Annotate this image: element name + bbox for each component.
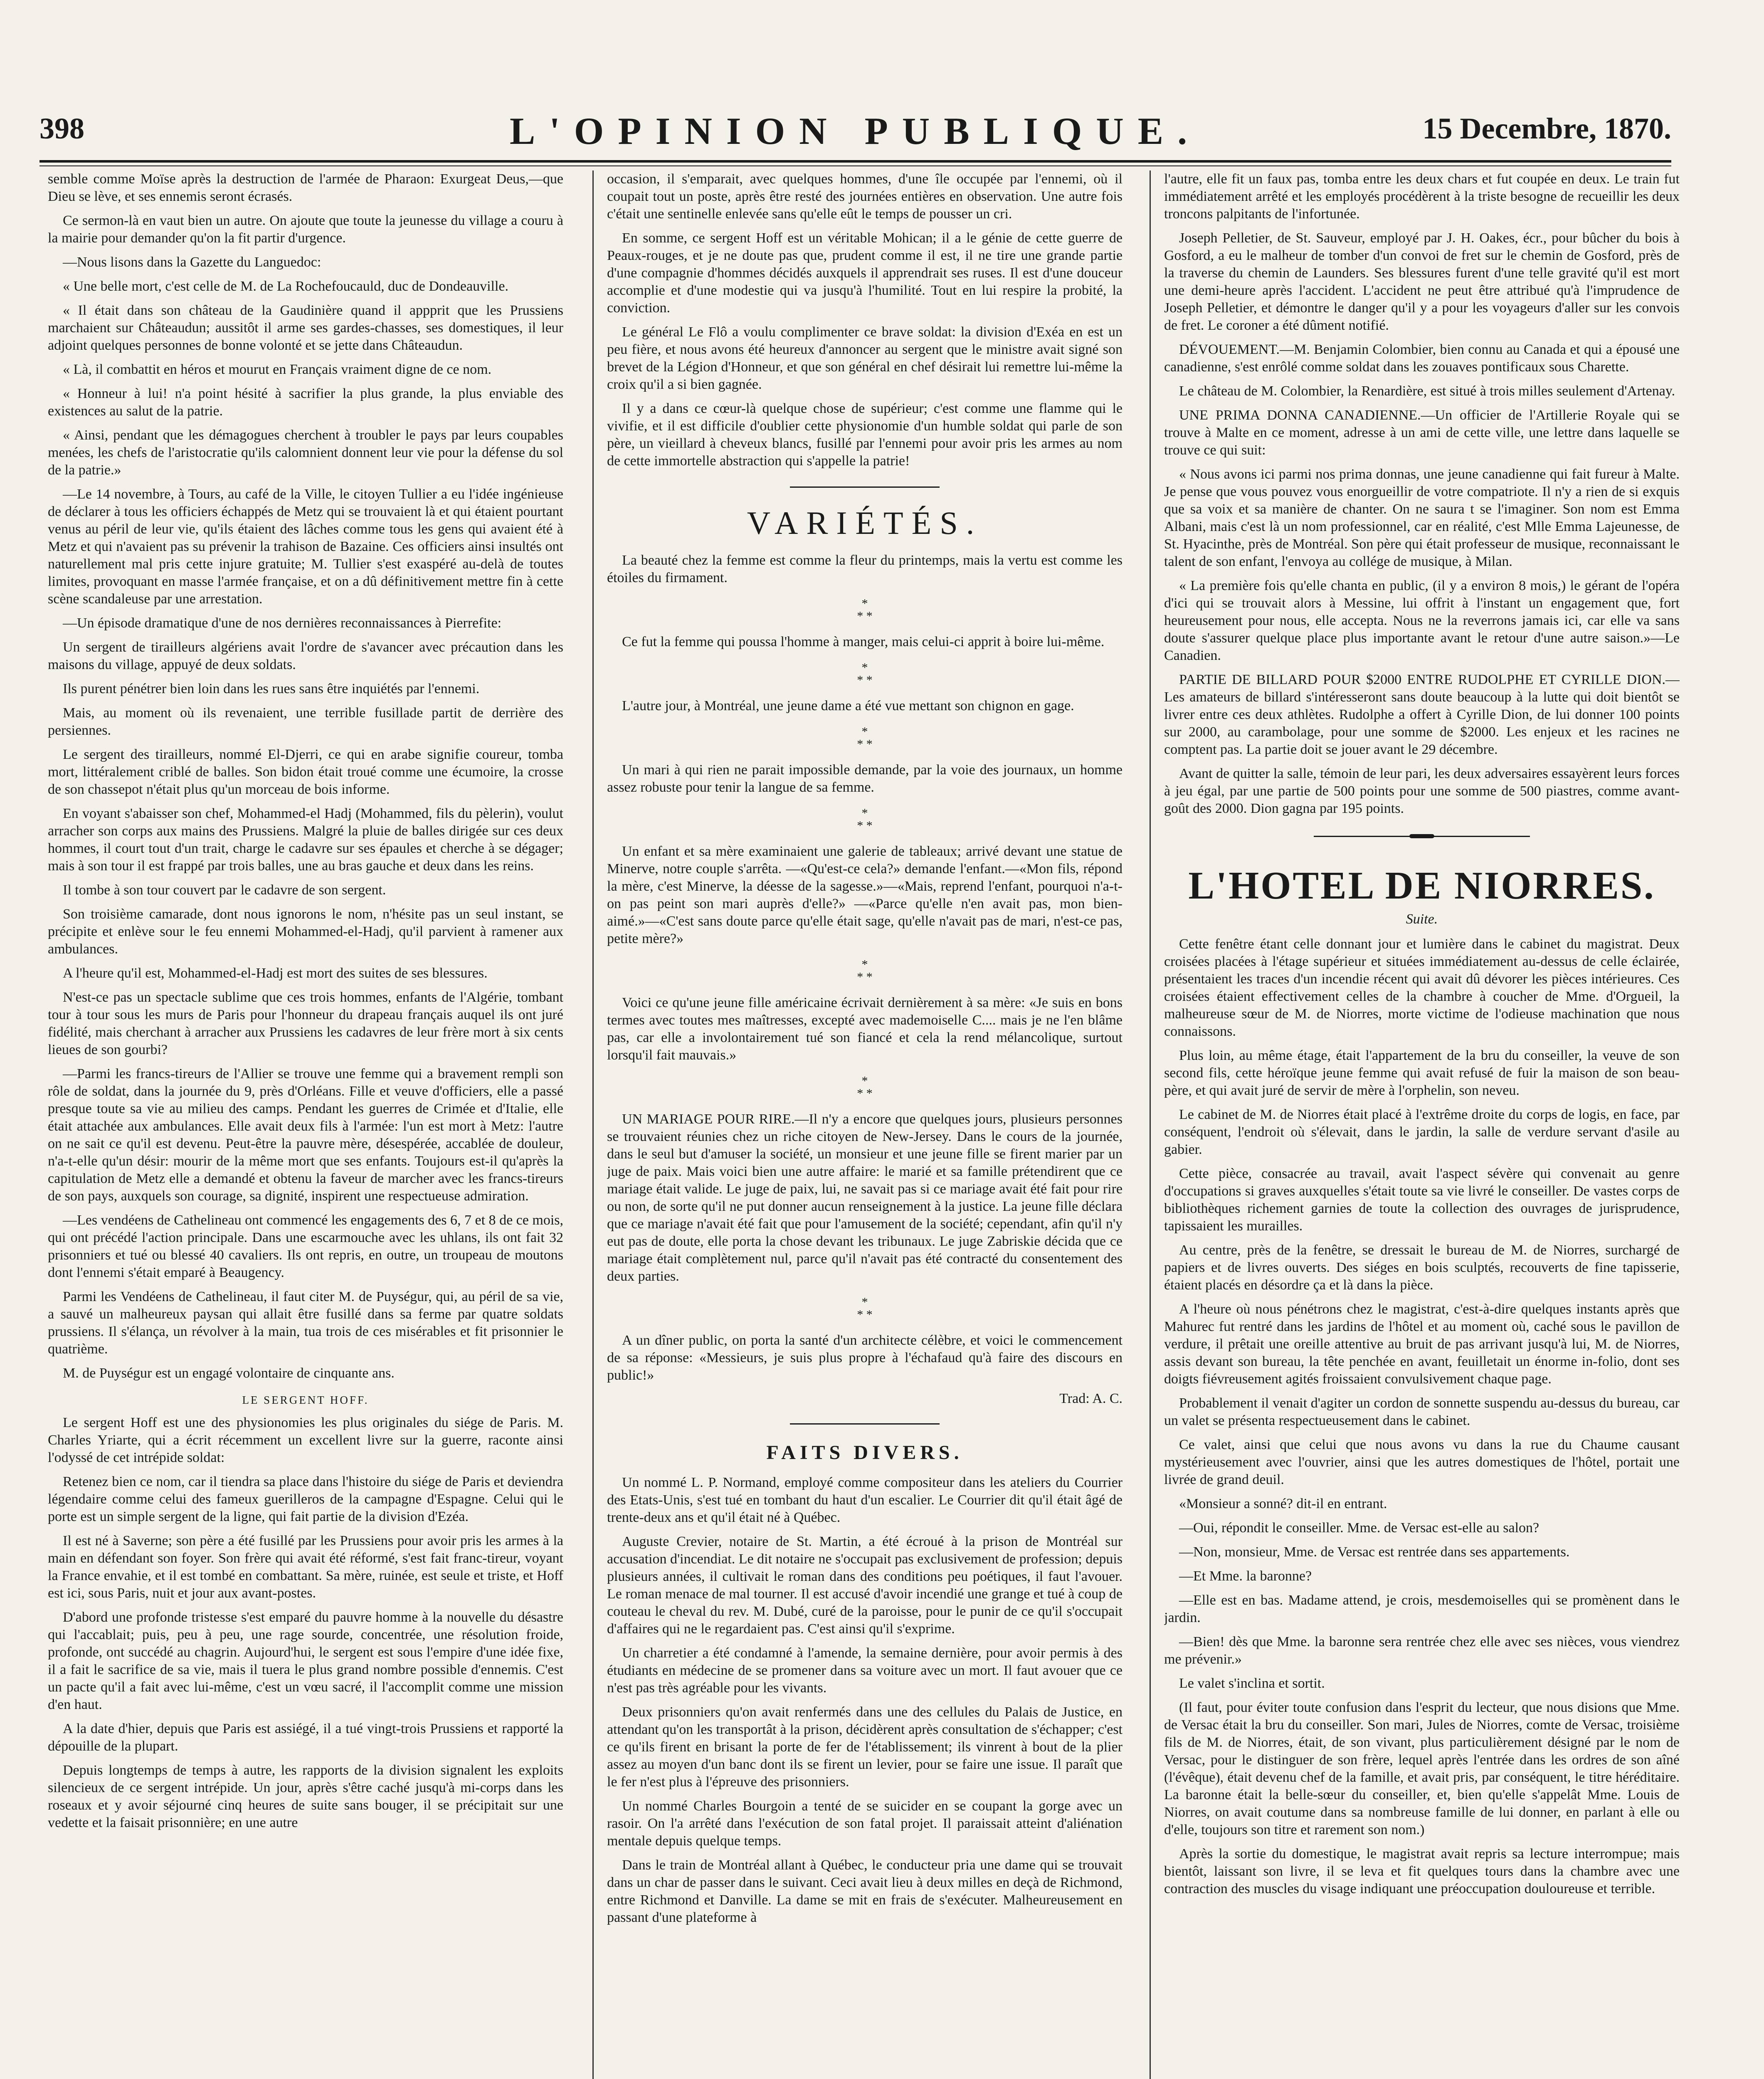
paragraph: Il y a dans ce cœur-là quelque chose de supérieur; c'est comme une flamme qui le vivifie, et il est difficile d'oublier cette physionomie d'un humble soldat qui parle de son père, un vieillard à cheveux blancs, fusillé par l'ennemi pour avoir pris les armes au nom de cette immortelle abstraction qui s'appelle la patrie! <box>607 401 1123 469</box>
column-1 <box>48 170 563 2079</box>
section-divider <box>790 486 940 488</box>
faits-divers-title: FAITS DIVERS. <box>766 1442 963 1464</box>
asterism-divider: * * * <box>857 661 873 687</box>
asterism-divider: * * * <box>857 1074 873 1100</box>
paragraph: Son troisième camarade, dont nous ignorons le nom, n'hésite pas un seul instant, se précipite et enlève sour le feu ennemi Mohammed-el-Hadj, qu'il parvient à ramener aux ambulances. <box>48 906 563 957</box>
page-number: 398 <box>39 112 84 145</box>
news-section <box>48 170 563 1382</box>
paragraph: Ce sermon-là en vaut bien un autre. On ajoute que toute la jeunesse du village a couru à la mairie pour demander qu'on la fit partir d'urgence. <box>48 213 563 246</box>
paragraph: «Monsieur a sonné? dit-il en entrant. <box>1179 1496 1387 1511</box>
header-rule-thin <box>39 165 1671 166</box>
paragraph: Après la sortie du domestique, le magistrat avait repris sa lecture interrompue; mais bientôt, laissant son livre, il se leva et fit quelques tours dans la chambre avec une contraction des muscles du visage indiquant une préoccupation douloureuse et terrible. <box>1164 1846 1680 1896</box>
faits-divers-section <box>607 1474 1123 1926</box>
paragraph: semble comme Moïse après la destruction de l'armée de Pharaon: Exurgeat Deus,—que Dieu se lève, et ses ennemis seront écrasés. <box>48 171 563 204</box>
sergent-hoff-article <box>48 1414 563 1832</box>
paragraph: —Non, monsieur, Mme. de Versac est rentrée dans ses appartements. <box>1179 1544 1570 1560</box>
paragraph: Le sergent Hoff est une des physionomies les plus originales du siége de Paris. M. Charles Yriarte, qui a écrit récemment un excellent livre sur la guerre, raconte ainsi l'odyssé de cet intrépide soldat: <box>48 1415 563 1465</box>
paragraph: Un nommé L. P. Normand, employé comme compositeur dans les ateliers du Courrier des Etats-Unis, s'est tué en tombant du haut d'un escalier. Le Courrier dit qu'il était âgé de trente-deux ans et qu'il était né à Québec. <box>607 1475 1123 1525</box>
paragraph: Depuis longtemps de temps à autre, les rapports de la division signalent les exploits silencieux de ce sergent intrépide. Un jour, après s'être caché jusqu'à mi-corps dans les roseaux et y avoir séjourné cinq heures de suite sans bouger, il se précipitait sur une vedette et la faisait prisonnière; en une autre <box>48 1763 563 1830</box>
header-rule <box>39 160 1671 163</box>
paragraph: Un sergent de tirailleurs algériens avait l'ordre de s'avancer avec précaution dans les maisons du village, appuyé de deux soldats. <box>48 640 563 672</box>
paragraph: DÉVOUEMENT.—M. Benjamin Colombier, bien connu au Canada et qui a épousé une canadienne, s'est enrôlé comme soldat dans les zouaves pontificaux sous Charette. <box>1164 342 1680 375</box>
paragraph: « Une belle mort, c'est celle de M. de La Rochefoucauld, duc de Dondeauville. <box>63 279 509 294</box>
paragraph: —Elle est en bas. Madame attend, je crois, mesdemoiselles qui se promènent dans le jardin. <box>1164 1593 1680 1625</box>
paragraph: Un enfant et sa mère examinaient une galerie de tableaux; arrivé devant une statue de Minerve, notre couple s'arrêta. —«Qu'est-ce cela?» demande l'enfant.—«Mon fils, répond la mère, c'est Minerve, la déesse de la sagesse.»—«Mais, reprend l'enfant, pourquoi n'a-t-on pas peint son mari auprès d'elle?» —«Parce qu'elle n'en avait pas, mon bien-aimé.»—«C'est sans doute parce qu'elle était sage, qu'elle n'avait pas de mari, n'est-ce pas, petite mère?» <box>607 844 1123 946</box>
paragraph: A un dîner public, on porta la santé d'un architecte célèbre, et voici le commencement de sa réponse: «Messieurs, je suis plus propre à l'échafaud qu'à faire des discours en public!» <box>607 1333 1123 1383</box>
paragraph: « La première fois qu'elle chanta en public, (il y a environ 8 mois,) le gérant de l'opéra d'ici qui se trouvait alors à Messine, lui offrit à l'instant un engagement que, fort heureusement pour nous, elle accepta. Nous ne la reverrons jamais ici, car elle va sans doute s'assurer quelque place plus importante avant le retour d'une autre saison.»—Le Canadien. <box>1164 578 1680 663</box>
paragraph: Voici ce qu'une jeune fille américaine écrivait dernièrement à sa mère: «Je suis en bons termes avec toutes mes maîtresses, excepté avec mademoiselle C.... mais je ne l'en blâme pas, car elle a involontairement tué son fiancé et cela la rend mélancolique, surtout lorsqu'il fait mauvais.» <box>607 995 1123 1063</box>
page-header <box>39 111 1671 157</box>
paragraph: « Ainsi, pendant que les démagogues cherchent à troubler le pays par leurs coupables menées, les chefs de l'aristocratie qu'ils calomnient donnent leur vie pour la défense du sol de la patrie.» <box>48 427 563 478</box>
paragraph: Avant de quitter la salle, témoin de leur pari, les deux adversaires essayèrent leurs forces à jeu égal, par une partie de 500 points pour une somme de 500 piastres, comme avant-goût des 2000. Dion gagna par 195 points. <box>1164 766 1680 816</box>
paragraph: Le château de M. Colombier, la Renardière, est situé à trois milles seulement d'Artenay. <box>1179 383 1675 399</box>
paragraph: Plus loin, au même étage, était l'appartement de la bru du conseiller, la veuve de son second fils, cette héroïque jeune femme qui avait refusé de fuir la maison de son beau-père, et qui avait juré de servir de mère à l'orphelin, son neveu. <box>1164 1048 1680 1098</box>
paragraph: Ils purent pénétrer bien loin dans les rues sans être inquiétés par l'ennemi. <box>63 681 480 696</box>
paragraph: Le valet s'inclina et sortit. <box>1179 1676 1325 1691</box>
paragraph: —Les vendéens de Cathelineau ont commencé les engagements des 6, 7 et 8 de ce mois, qui ont précédé l'action principale. Dans une escarmouche avec les uhlans, ils ont fait 32 prisonniers et tué ou blessé 40 cavaliers. Ils ont repris, en outre, un troupeau de moutons dont l'ennemi s'était emparé à Beaugency. <box>48 1212 563 1280</box>
column-divider <box>592 170 594 2079</box>
paragraph: Auguste Crevier, notaire de St. Martin, a été écroué à la prison de Montréal sur accusation d'incendiat. Le dit notaire ne s'occupait pas exclusivement de profession; depuis plusieurs années, il cultivait le roman dans des conditions peu poétiques, il faut l'avouer. Le roman menace de mal tourner. Il est accusé d'avoir incendié une grange et tué à coup de couteau le cheval du rev. M. Dubé, curé de la paroisse, pour le punir de ce qu'il s'occupait d'affaires qui ne le regardaient pas. C'est ainsi qu'il s'exprime. <box>607 1534 1123 1637</box>
asterism-divider: * * * <box>857 725 873 751</box>
paragraph: —Bien! dès que Mme. la baronne sera rentrée chez elle avec ses nièces, vous viendrez me prévenir.» <box>1164 1634 1680 1667</box>
paragraph: Dans le train de Montréal allant à Québec, le conducteur pria une dame qui se trouvait dans un char de passer dans le suivant. Ceci avait lieu à deux milles en deçà de Richmond, entre Richmond et Danville. La dame se mit en frais de s'exécuter. Malheureusement en passant d'une plateforme à <box>607 1857 1123 1925</box>
varietes-title: VARIÉTÉS. <box>747 505 983 541</box>
paragraph: —Oui, répondit le conseiller. Mme. de Versac est-elle au salon? <box>1179 1520 1539 1536</box>
asterism-divider: * * * <box>857 597 873 623</box>
paragraph: Il est né à Saverne; son père a été fusillé par les Prussiens pour avoir pris les armes à la main en défendant son foyer. Son frère qui avait été réformé, s'est fait franc-tireur, voyant la France envahie, et il est tombé en combattant. Sa mère, ruinée, est seule et triste, et Hoff est ici, sous Paris, nuit et jour aux avant-postes. <box>48 1533 563 1601</box>
novel-subtitle: Suite. <box>1406 911 1438 927</box>
varietes-section <box>607 552 1123 1384</box>
paragraph: Probablement il venait d'agiter un cordon de sonnette suspendu au-dessus du bureau, car un valet se présenta respectueusement dans le cabinet. <box>1164 1395 1680 1428</box>
novel-title: L'HOTEL DE NIORRES. <box>1188 864 1655 907</box>
paragraph: Joseph Pelletier, de St. Sauveur, employé par J. H. Oakes, écr., pour bûcher du bois à Gosford, a eu le malheur de tomber d'un convoi de fret sur le chemin de Gosford, près de la traverse du chemin de Launders. Ses blessures furent d'une telle gravité qu'il est mort une demi-heure après l'accident. L'accident ne peut être attribué qu'à l'imprudence de Joseph Pelletier, et démontre le danger qu'il y a pour les voyageurs d'aller sur les convois de fret. Le coroner a été dûment notifié. <box>1164 230 1680 333</box>
paragraph: Le sergent des tirailleurs, nommé El-Djerri, ce qui en arabe signifie coureur, tomba mort, littéralement criblé de balles. Son bidon était troué comme une écumoire, la crosse de son chassepot n'était plus qu'un morceau de bois informe. <box>48 747 563 797</box>
paragraph: occasion, il s'emparait, avec quelques hommes, d'une île occupée par l'ennemi, où il coupait tout un poste, après être resté des journées entières en observation. Une autre fois c'était une sentinelle enlevée sans qu'elle eût le temps de pousser un cri. <box>607 171 1123 222</box>
journal-title: L'OPINION PUBLIQUE. <box>509 110 1201 152</box>
paragraph: UNE PRIMA DONNA CANADIENNE.—Un officier de l'Artillerie Royale qui se trouve à Malte en ce moment, adresse à un ami de cette ville, une lettre dans laquelle se trouve ce qui suit: <box>1164 407 1680 458</box>
ornamental-rule <box>1314 834 1530 838</box>
paragraph: Mais, au moment où ils revenaient, une terrible fusillade partit de derrière des persiennes. <box>48 705 563 738</box>
paragraph: A l'heure qu'il est, Mohammed-el-Hadj est mort des suites de ses blessures. <box>63 965 488 981</box>
paragraph: Le cabinet de M. de Niorres était placé à l'extrême droite du corps de logis, en face, par conséquent, l'endroit où s'élevait, dans le jardin, la salle de verdure servant d'asile au gabier. <box>1164 1107 1680 1157</box>
paragraph: —Parmi les francs-tireurs de l'Allier se trouve une femme qui a bravement rempli son rôle de soldat, dans la journée du 9, près d'Orléans. Fille et veuve d'officiers, elle a passé presque toute sa vie au milieu des camps. Pendant les guerres de Crimée et d'Italie, elle était attachée aux ambulances. Elle avait deux fils à l'armée: l'un est mort à Metz: l'autre on ne sait ce qu'il est devenu. Peut-être la pauvre mère, désespérée, accablée de douleur, n'a-t-elle qu'un désir: mourir de la même mort que ses enfants. Toujours est-il qu'après la capitulation de Metz elle a demandé et obtenu la faveur de marcher avec les francs-tireurs de son pays, auxquels son courage, sa dignité, inspirent une respectueuse admiration. <box>48 1066 563 1204</box>
asterism-divider: * * * <box>857 1295 873 1321</box>
paragraph: l'autre, elle fit un faux pas, tomba entre les deux chars et fut coupée en deux. Le train fut immédiatement arrêté et les employés procédèrent à la triste besogne de recueillir les deux troncons palpitants de l'infortunée. <box>1164 171 1680 222</box>
paragraph: M. de Puységur est un engagé volontaire de cinquante ans. <box>63 1365 395 1381</box>
paragraph: En voyant s'abaisser son chef, Mohammed-el Hadj (Mohammed, fils du pèlerin), voulut arracher son corps aux mains des Prussiens. Malgré la pluie de balles dirigée sur ces deux hommes, il court tout d'un trait, charge le cadavre sur ses épaules et cherche à se dégager; mais à son tour il est frappé par trois balles, une au bras gauche et deux dans les reins. <box>48 806 563 874</box>
paragraph: Un charretier a été condamné à l'amende, la semaine dernière, pour avoir permis à des étudiants en médecine de se promener dans sa voiture avec un mort. Il faut avouer que ce n'est pas très agréable pour les vivants. <box>607 1645 1123 1696</box>
paragraph: « Honneur à lui! n'a point hésité à sacrifier la plus grande, la plus enviable des existences au salut de la patrie. <box>48 386 563 419</box>
faits-divers-continuation <box>1164 170 1680 817</box>
paragraph: Le général Le Flô a voulu complimenter ce brave soldat: la division d'Exéa en est un peu fière, et nous avons été heureux d'annoncer au sergent que le ministre avait signé son brevet de la Légion d'Honneur, et que son général en chef désirait lui remettre lui-même la croix qu'il a si bien gagnée. <box>607 324 1123 392</box>
paragraph: A l'heure où nous pénétrons chez le magistrat, c'est-à-dire quelques instants après que Mahurec fut rentré dans les jardins de l'hôtel et au moment où, caché sous le pavillon de verdure, il prêtait une oreille attentive au bruit de pas arrivant jusqu'à lui, M. de Niorres, assis devant son bureau, la tête penchée en avant, feuilletait un énorme in-folio, dont ses doigts fiévreusement agités froissaient convulsivement chaque page. <box>1164 1301 1680 1387</box>
asterism-divider: * * * <box>857 958 873 984</box>
issue-date: 15 Decembre, 1870. <box>1422 112 1671 145</box>
column-divider <box>1150 170 1151 2079</box>
paragraph: —Et Mme. la baronne? <box>1179 1568 1312 1584</box>
paragraph: N'est-ce pas un spectacle sublime que ces trois hommes, enfants de l'Algérie, tombant tour à tour sous les murs de Paris pour l'honneur du drapeau français auquel ils ont juré fidélité, mais cherchant à arracher aux Prussiens les cadavres de leur frère mort à six cents lieues de son gourbi? <box>48 990 563 1057</box>
translator-signature: Trad: A. C. <box>1059 1391 1123 1406</box>
paragraph: Cette fenêtre étant celle donnant jour et lumière dans le cabinet du magistrat. Deux croisées placées à l'étage supérieur et situées immédiatement au-dessus de celle éclairée, présentaient les traces d'un incendie récent qui avait dû dévorer les pièces intérieures. Ces croisées étaient effectivement celles de la chambre à coucher de Mme. d'Orgueil, la malheureuse sœur de M. de Niorres, morte victime de l'odieuse machination que nous connaissons. <box>1164 936 1680 1039</box>
paragraph: « Nous avons ici parmi nos prima donnas, une jeune canadienne qui fait fureur à Malte. Je pense que vous pouvez vous enorgueillir de votre compatriote. Il n'y a rien de si exquis que sa voix et sa manière de chanter. On ne saura t se l'imaginer. Son nom est Emma Albani, mais c'est là un nom professionnel, car en réalité, c'est Mlle Emma Lajeunesse, de St. Hyacinthe, près de Montréal. Son père qui était professeur de musique, reconnaissant le talent de son enfant, l'envoya au collége de musique, à Milan. <box>1164 467 1680 569</box>
paragraph: Ce fut la femme qui poussa l'homme à manger, mais celui-ci apprit à boire lui-même. <box>622 634 1105 649</box>
paragraph: —Le 14 novembre, à Tours, au café de la Ville, le citoyen Tullier a eu l'idée ingénieuse de déclarer à tous les officiers échappés de Metz qui se trouvaient là et qui étaient pourtant venus au péril de leur vie, qu'ils étaient des lâches comme tous les gens qui avaient été à Metz et qui n'avaient pas su prévenir la trahison de Bazaine. Ces officiers ainsi insultés ont naturellement mal pris cette injure gratuite; M. Tullier s'est exaspéré au-delà de toutes limites, provoquant en masse l'armée française, et on a dû définitivement mettre fin à cette scène scandaleuse par une arrestation. <box>48 486 563 607</box>
paragraph: Un mari à qui rien ne parait impossible demande, par la voie des journaux, un homme assez robuste pour tenir la langue de sa femme. <box>607 762 1123 795</box>
paragraph: La beauté chez la femme est comme la fleur du printemps, mais la vertu est comme les étoiles du firmament. <box>607 553 1123 585</box>
news-continuation <box>607 170 1123 470</box>
paragraph: Ce valet, ainsi que celui que nous avons vu dans la rue du Chaume causant mystérieusement avec l'ouvrier, ainsi que les autres domestiques de l'hôtel, portait une livrée de grand deuil. <box>1164 1437 1680 1487</box>
paragraph: UN MARIAGE POUR RIRE.—Il n'y a encore que quelques jours, plusieurs personnes se trouvaient réunies chez un riche citoyen de New-Jersey. Dans le cours de la journée, dans le seul but d'amuser la société, un monsieur et une jeune fille se firent marier par un juge de paix. Mais voici bien une autre affaire: le marié et sa famille prétendirent que ce mariage était valide. Le juge de paix, lui, ne savait pas si ce mariage avait été fait pour rire ou non, de sorte qu'il ne put donner aucun renseignement à la justice. La jeune fille déclara que ce mariage n'avait été fait que pour l'amusement de la société; cependant, afin qu'il n'y eut pas de doute, elle porta la chose devant les tribunaux. Le juge Zabriskie décida que ce mariage était complètement nul, parce qu'il n'avait pas été contracté du consentement des deux parties. <box>607 1111 1123 1284</box>
paragraph: L'autre jour, à Montréal, une jeune dame a été vue mettant son chignon en gage. <box>622 698 1074 714</box>
paragraph: Il tombe à son tour couvert par le cadavre de son sergent. <box>63 882 386 898</box>
paragraph: Deux prisonniers qu'on avait renfermés dans une des cellules du Palais de Justice, en attendant qu'on les transportât à la prison, décidèrent après consultation de s'échapper; c'est ce qu'ils firent en brisant la porte de fer de l'établissement; ils vinrent à bout de la plier assez au moyen d'un banc dont ils se firent un levier, pour se faire une issue. Il paraît que le fer n'est plus à l'épreuve des prisonniers. <box>607 1704 1123 1790</box>
paragraph: « Il était dans son château de la Gaudinière quand il appprit que les Prussiens marchaient sur Châteaudun; aussitôt il arme ses gardes-chasses, ses domestiques, il leur adjoint quelques personnes de bonne volonté et se jette dans Châteaudun. <box>48 303 563 353</box>
paragraph: En somme, ce sergent Hoff est un véritable Mohican; il a le génie de cette guerre de Peaux-rouges, et je ne doute pas que, prudent comme il est, il ne tire une grande partie d'une compagnie d'hommes décidés auxquels il apprendrait ses ruses. Il est d'une douceur accomplie et d'une modestie qui va jusqu'à l'humilité. Tout en lui respire la probité, la conviction. <box>607 230 1123 316</box>
section-subhead: LE SERGENT HOFF. <box>242 1394 369 1406</box>
paragraph: D'abord une profonde tristesse s'est emparé du pauvre homme à la nouvelle du désastre qui l'accablait; puis, peu à peu, une rage sourde, concentrée, une résolution froide, profonde, ont succédé au chagrin. Aujourd'hui, le sergent est sous l'empire d'une idée fixe, il a fait le sacrifice de sa vie, mais il tuera le plus grand nombre possible d'ennemis. C'est un pacte qu'il a fait avec lui-même, c'est un vœu sacré, il l'accomplit comme une mission d'en haut. <box>48 1610 563 1712</box>
paragraph: A la date d'hier, depuis que Paris est assiégé, il a tué vingt-trois Prussiens et rapporté la dépouille de la plupart. <box>48 1721 563 1754</box>
paragraph: « Là, il combattit en héros et mourut en Français vraiment digne de ce nom. <box>63 362 492 377</box>
paragraph: PARTIE DE BILLARD POUR $2000 ENTRE RUDOLPHE ET CYRILLE DION.—Les amateurs de billard s'intéresseront sans doute beaucoup à la lutte qui doit bientôt se livrer entre ces deux athlètes. Rudolphe a offert à Cyrille Dion, de lui donner 100 points sur 2000, au carambolage, pour une somme de $2000. Les enjeux et les racines ne comptent pas. La partie doit se jouer avant le 29 décembre. <box>1164 672 1680 757</box>
asterism-divider: * * * <box>857 806 873 832</box>
novel-text <box>1164 936 1680 1898</box>
paragraph: Au centre, près de la fenêtre, se dressait le bureau de M. de Niorres, surchargé de papiers et de livres ouverts. Des siéges en bois sculptés, recouverts de fine tapisserie, étaient placés en désordre ça et là dans la pièce. <box>1164 1242 1680 1293</box>
paragraph: (Il faut, pour éviter toute confusion dans l'esprit du lecteur, que nous disions que Mme. de Versac était la bru du conseiller. Son mari, Jules de Niorres, comte de Versac, troisième fils de M. de Niorres, était, de son vivant, plus particulièrement désigné par le nom de Versac, pour le distinguer de son frère, lequel après l'entrée dans les ordres de son aîné (l'évêque), était devenu chef de la famille, et avait pris, par conséquent, le titre héréditaire. La baronne était la belle-sœur du conseiller, et, bien qu'elle s'appelât Mme. Louis de Niorres, on avait coutume dans sa nombreuse famille de lui donner, en parlant à elle ou d'elle, toujours son titre et rarement son nom.) <box>1164 1700 1680 1837</box>
paragraph: Parmi les Vendéens de Cathelineau, il faut citer M. de Puységur, qui, au péril de sa vie, a sauvé un malheureux paysan qui allait être fusillé dans sa ferme par quatre soldats prussiens. Il s'élança, un révolver à la main, tua trois de ces misérables et fit prisonnier le quatrième. <box>48 1289 563 1357</box>
column-2 <box>607 170 1123 2079</box>
paragraph: Cette pièce, consacrée au travail, avait l'aspect sévère qui convenait au genre d'occupations si graves auxquelles s'était toute sa vie livré le conseiller. De vastes corps de bibliothèques richement garnies de toute la collection des ouvrages de jurisprudence, tapissaient les murailles. <box>1164 1166 1680 1234</box>
column-3 <box>1164 170 1680 2079</box>
section-divider <box>790 1423 940 1425</box>
paragraph: —Nous lisons dans la Gazette du Languedoc: <box>63 254 321 270</box>
paragraph: Un nommé Charles Bourgoin a tenté de se suicider en se coupant la gorge avec un rasoir. On l'a arrêté dans l'exécution de son fatal projet. Il paraissait atteint d'aliénation mentale depuis quelque temps. <box>607 1798 1123 1849</box>
paragraph: —Un épisode dramatique d'une de nos dernières reconnaissances à Pierrefite: <box>63 615 502 631</box>
paragraph: Retenez bien ce nom, car il tiendra sa place dans l'histoire du siége de Paris et deviendra légendaire comme celui des fameux guerilleros de la campagne d'Espagne. Celui qui le porte est un simple sergent de la ligne, qui fait partie de la division d'Ezéa. <box>48 1474 563 1524</box>
